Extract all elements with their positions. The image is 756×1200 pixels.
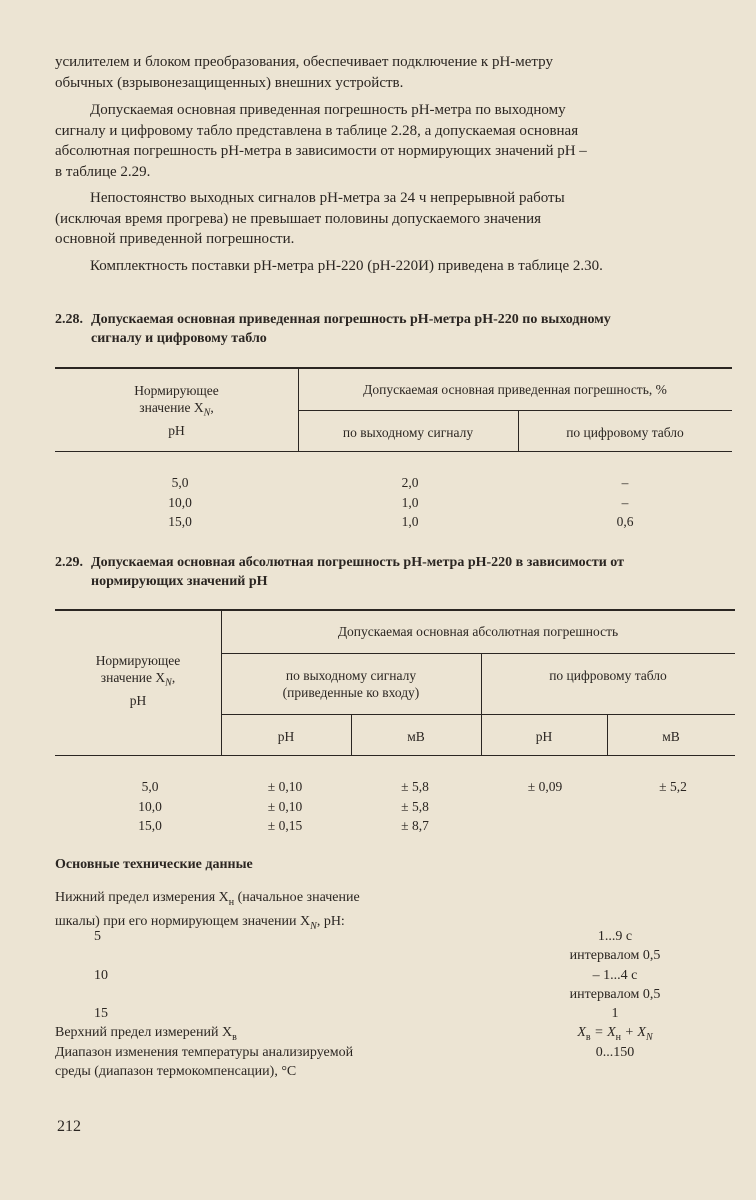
- text-line: Комплектность поставки pH-метра pH-220 (pH-220И) приведена в таблице 2.30.: [90, 258, 603, 274]
- header-normalizing-value: Нормирующее значение $X_N$, pH: [95, 653, 181, 708]
- page-number: 212: [57, 1118, 81, 1135]
- text-line: усилителем и блоком преобразования, обеспечивает подключение к pH-метру: [55, 54, 553, 70]
- text-line: сигналу и цифровому табло представлена в таблице 2.28, а допускаемая основная: [55, 122, 579, 139]
- temperature-range-label: Диапазон изменения температуры анализируемой среды (диапазон термокомпенсации), °С: [55, 1045, 354, 1079]
- table-title: Допускаемая основная абсолютная погрешность pH-метра pH-220 в зависимости от: [91, 555, 624, 570]
- header-digital-display: по цифровому табло: [566, 425, 684, 440]
- text-line: обычных (взрывонезащищенных) внешних устройств.: [55, 74, 404, 91]
- header-unit: мВ: [407, 729, 425, 744]
- lower-limit-label: Нижний предел измерения $X_н$ (начальное значение шкалы) при его нормирующем значении $X_N$, pH:: [55, 890, 360, 932]
- header-output-signal: по выходному сигналу: [342, 425, 474, 440]
- header-unit: pH: [535, 729, 553, 744]
- header-output-signal: по выходному сигналу (приведенные ко входу): [282, 668, 420, 700]
- text-line: Непостоянство выходных сигналов pH-метра за 24 ч непрерывной работы: [90, 190, 565, 206]
- temperature-range-value: 0...150: [595, 1045, 635, 1060]
- table-title: сигналу и цифровому табло: [91, 331, 267, 346]
- table-rule: [298, 410, 732, 411]
- table-rule: [221, 714, 735, 715]
- upper-limit-label: Верхний предел измерений $X_в$: [55, 1025, 237, 1043]
- text-line: основной приведенной погрешности.: [55, 231, 295, 247]
- table-229-caption: [55, 553, 745, 591]
- text-line: Допускаемая основная приведенная погрешность pH-метра по выходному: [90, 102, 566, 118]
- paragraph-1: [55, 52, 735, 93]
- text-line: абсолютная погрешность pH-метра в зависимости от нормирующих значений pH –: [55, 143, 587, 159]
- paragraph-3: [55, 188, 735, 250]
- header-group: Допускаемая основная приведенная погрешность, %: [363, 382, 667, 397]
- text-line: в таблице 2.29.: [55, 163, 151, 180]
- table-rule: [55, 367, 732, 369]
- header-normalizing-value: Нормирующее значение $X_N$, pH: [134, 383, 219, 438]
- table-rule: [221, 653, 735, 654]
- table-number: 2.28.: [55, 312, 83, 327]
- paragraph-2: [55, 100, 735, 182]
- document-page: усилителем и блоком преобразования, обеспечивает подключение к pH-метру обычных (взрывонезащищенных) внешних устройств. Допускаемая основная приведенная погрешность pH-метра по выходному сигналу и цифровому табло представлена в таблице 2.28, а допускаемая основная абсолютная погрешность pH-метра в зависимости от нормирующих значений pH – в таблице 2.29. Непостоянство выходных сигналов pH-метра за 24 ч непрерывной работы (исключая время прогрева) не превышает половины допускаемого значения основной приведенной погрешности. Комплектность поставки pH-метра pH-220 (pH-220И) приведена в таблице 2.30. 2.28. Допускаемая основная приведенная погрешность pH-метра pH-220 по выходному сигналу и цифровому табло Нормирующее значение $X_N$, pH Допускаемая основная приведенная погрешность, % по выходному сигналу по цифровому табло 5,0 2,0 – 10,0 1,0 – 15,0 1,0 0,6 2.29. Допускаемая основная абсолютная погрешность pH-метра pH-220 в зависимости от нормирующих значений pH Нормирующее значение $X_N$, pH Допускаемая основная абсолютная погрешность по выходному сигналу (приведенные ко входу) по цифровому табло pH мВ pH мВ 5,0 ± 0,10 ± 5,8 ± 0,09 ± 5,2 10,0 ± 0,10 ± 5,8 15,0 ± 0,15 ± 8,7 Основные технические данные Нижний предел измерения $X_н$ (начальное значение шкалы) при его нормирующем значении $X_N$, pH: 5 1...9 с интервалом 0,5 10 – 1...4 с интервалом 0,5 15 1 Верхний предел измерений $X_в$ $X_в = X_н + X_N$ Диапазон изменения температуры анализируемой среды (диапазон термокомпенсации), °С 0...150 212: [0, 0, 756, 1200]
- header-group: Допускаемая основная абсолютная погрешность: [337, 624, 619, 639]
- header-digital-display: по цифровому табло: [549, 668, 667, 683]
- table-228-caption: [55, 310, 745, 348]
- table-rule: [55, 755, 735, 756]
- upper-limit-formula: $X_в = X_н + X_N$: [577, 1025, 653, 1043]
- table-title: нормирующих значений pH: [91, 574, 268, 589]
- table-rule: [55, 609, 735, 611]
- table-rule: [55, 451, 732, 452]
- table-title: Допускаемая основная приведенная погрешность pH-метра pH-220 по выходному: [91, 312, 611, 327]
- header-unit: pH: [277, 729, 295, 744]
- paragraph-4: [55, 256, 735, 277]
- tech-heading: Основные технические данные: [55, 857, 253, 872]
- header-unit: мВ: [662, 729, 680, 744]
- table-number: 2.29.: [55, 555, 83, 570]
- text-line: (исключая время прогрева) не превышает половины допускаемого значения: [55, 210, 542, 227]
